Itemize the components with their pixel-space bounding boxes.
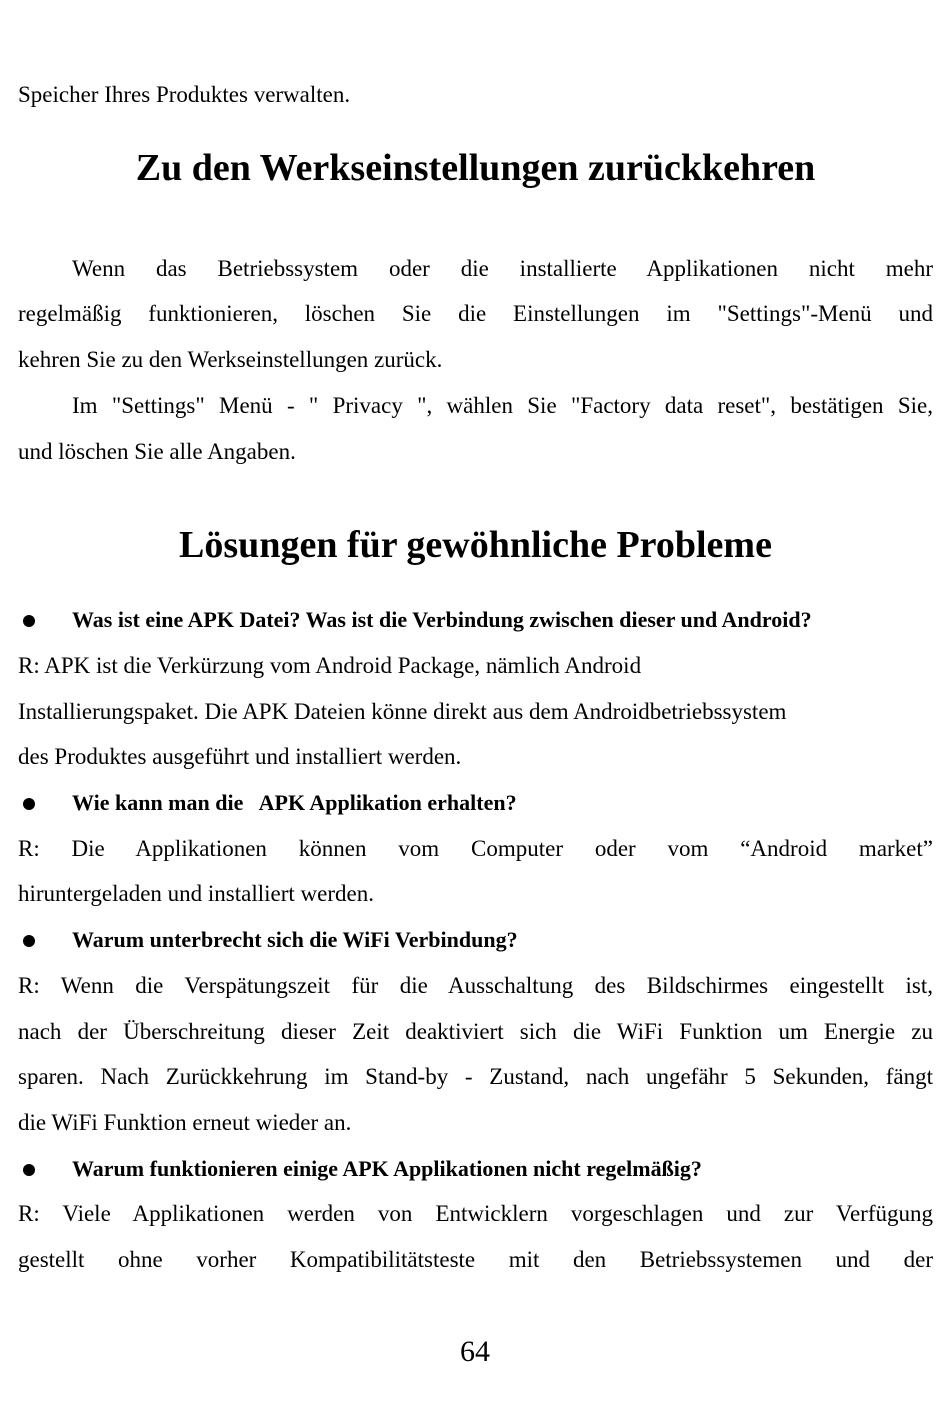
text-line: R: Die Applikationen können vom Computer oder vom “Android market” [18,835,933,861]
text-line: nach der Überschreitung dieser Zeit deaktiviert sich die WiFi Funktion um Energie zu [18,1018,933,1044]
faq-question-text: Warum funktionieren einige APK Applikationen nicht regelmäßig? [72,1155,702,1181]
faq-question-text: Warum unterbrecht sich die WiFi Verbindung? [72,927,518,953]
page-content [18,72,933,1283]
text-line: des Produktes ausgeführt und installiert werden. [18,744,462,770]
faq-question-3 [18,917,933,963]
section-heading-common-problems: Lösungen für gewöhnliche Probleme [179,524,772,567]
text-line: regelmäßig funktionieren, löschen Sie die Einstellungen im "Settings"-Menü und [18,301,933,327]
faq-question-4 [18,1146,933,1192]
faq-answer-3 [18,963,933,1146]
text-line: gestellt ohne vorher Kompatibilitätsteste mit den Betriebssystemen und der [18,1247,933,1273]
faq-answer-1 [18,643,933,780]
text-line: Installierungspaket. Die APK Dateien könne direkt aus dem Androidbetriebssystem [18,698,787,724]
text-line: kehren Sie zu den Werkseinstellungen zurück. [18,347,443,373]
page-number: 64 [460,1335,490,1368]
text-line: die WiFi Funktion erneut wieder an. [18,1109,352,1135]
text-line: R: Viele Applikationen werden von Entwicklern vorgeschlagen und zur Verfügung [18,1201,933,1227]
faq-answer-4 [18,1191,933,1282]
faq-answer-2 [18,826,933,917]
bullet-icon [23,935,35,947]
text-line: und löschen Sie alle Angaben. [18,438,296,464]
text-line: Wenn das Betriebssystem oder die installierte Applikationen nicht mehr [72,255,933,281]
faq-question-1 [18,597,933,643]
factory-reset-paragraph-1 [18,246,933,383]
intro-line: Speicher Ihres Produktes verwalten. [18,82,351,107]
bullet-icon [23,798,35,810]
text-line: Im "Settings" Menü - " Privacy ", wählen Sie "Factory data reset", bestätigen Sie, [72,392,933,418]
text-line: sparen. Nach Zurückkehrung im Stand-by - Zustand, nach ungefähr 5 Sekunden, fängt [18,1064,933,1090]
factory-reset-paragraph-2 [18,383,933,474]
text-line: R: APK ist die Verkürzung vom Android Package, nämlich Android [18,652,642,678]
faq-question-2 [18,780,933,826]
faq-question-text: Was ist eine APK Datei? Was ist die Verbindung zwischen dieser und Android? [72,607,812,633]
text-line: hiruntergeladen und installiert werden. [18,881,374,907]
faq-question-text: Wie kann man die APK Applikation erhalten? [72,790,517,816]
text-line: R: Wenn die Verspätungszeit für die Ausschaltung des Bildschirmes eingestellt ist, [18,972,933,998]
bullet-icon [23,1164,35,1176]
bullet-icon [23,615,35,627]
section-heading-factory-reset: Zu den Werkseinstellungen zurückkehren [135,146,816,189]
